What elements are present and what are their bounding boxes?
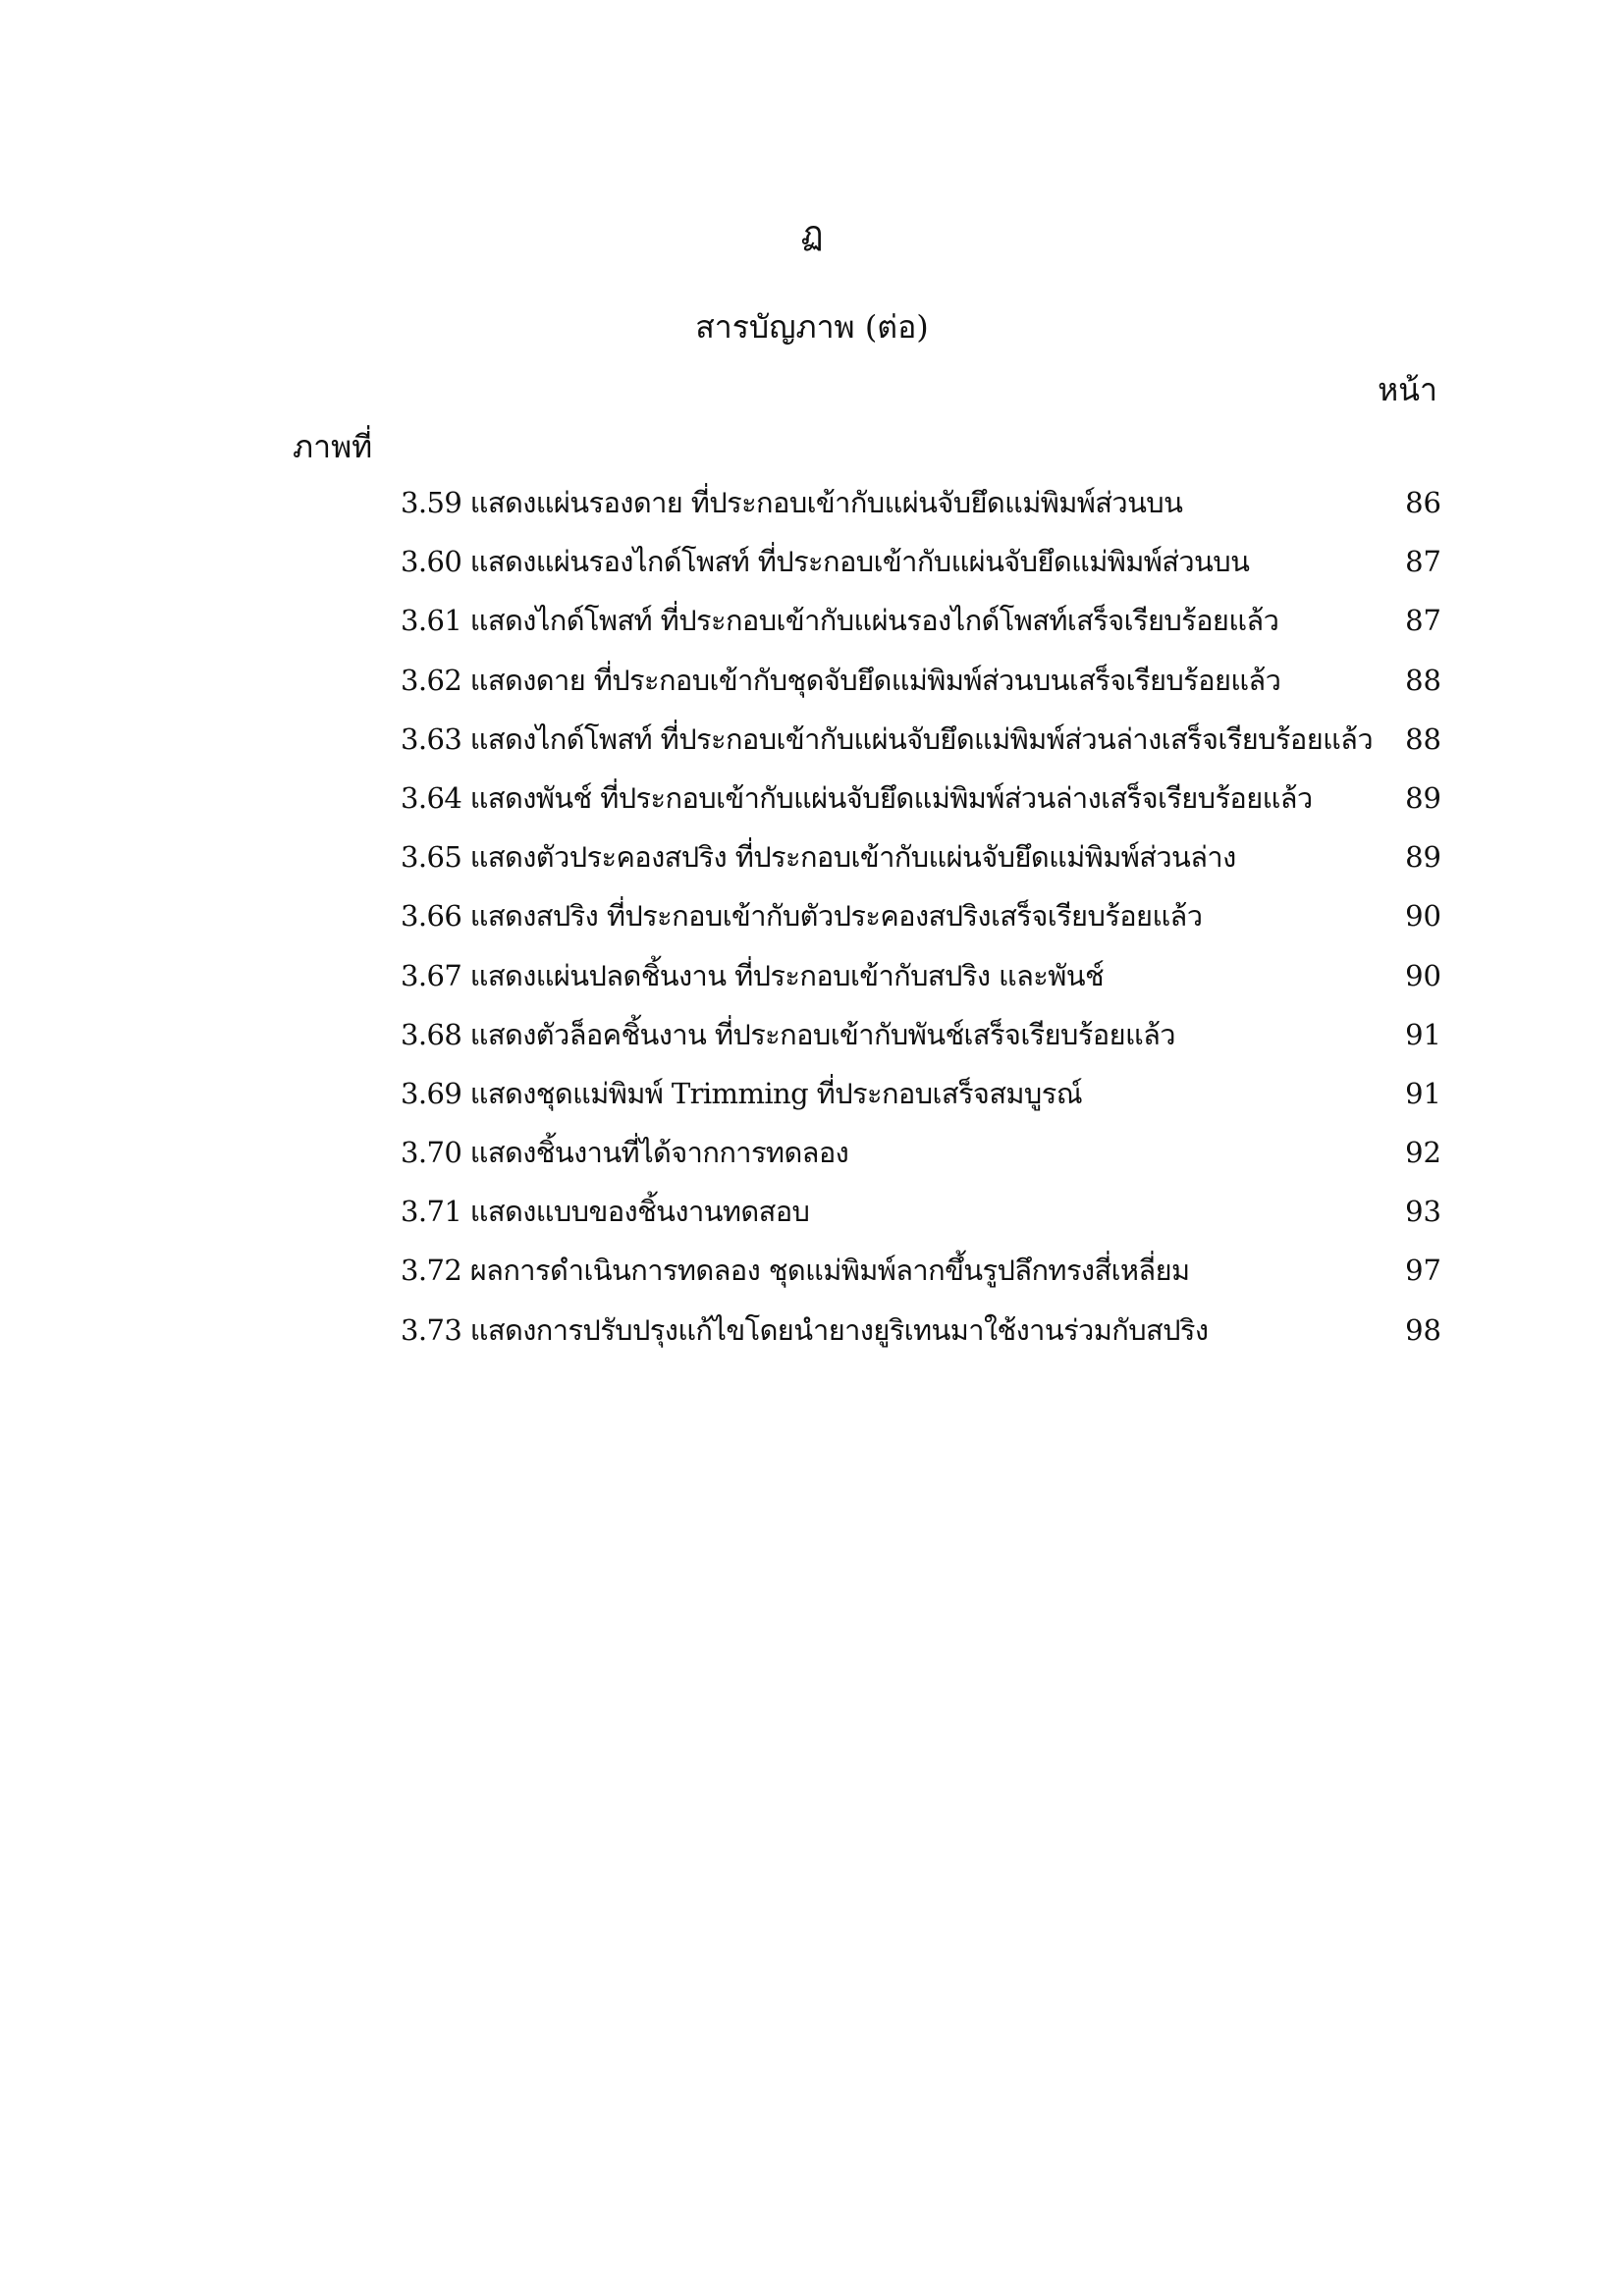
entry-page-number: 90: [1405, 899, 1441, 934]
page-number: ฏ: [800, 214, 824, 253]
entry-page-number: 87: [1405, 545, 1441, 579]
list-item: [401, 483, 1441, 542]
entry-label: 3.71 แสดงแบบของชิ้นงานทดสอบ: [401, 1195, 810, 1229]
list-item: [401, 720, 1441, 778]
entry-label: 3.72 ผลการดำเนินการทดลอง ชุดแม่พิมพ์ลากขึ้นรูปลึกทรงสี่เหลี่ยม: [401, 1254, 1190, 1288]
list-item: [401, 1310, 1441, 1369]
entry-label: 3.63 แสดงไกด์โพสท์ ที่ประกอบเข้ากับแผ่นจับยึดแม่พิมพ์ส่วนล่างเสร็จเรียบร้อยแล้ว: [401, 721, 1374, 756]
figure-column-header: ภาพที่: [293, 428, 373, 465]
list-item: [401, 601, 1441, 660]
entry-label: 3.70 แสดงชิ้นงานที่ได้จากการทดลอง: [401, 1136, 849, 1170]
entry-page-number: 89: [1405, 840, 1441, 875]
entry-label: 3.66 แสดงสปริง ที่ประกอบเข้ากับตัวประคองสปริงเสร็จเรียบร้อยแล้ว: [401, 899, 1203, 934]
list-item: [401, 542, 1441, 601]
entry-page-number: 87: [1405, 604, 1441, 638]
list-item: [401, 837, 1441, 896]
list-item: [401, 896, 1441, 955]
entry-label: 3.69 แสดงชุดแม่พิมพ์ Trimming ที่ประกอบเสร็จสมบูรณ์: [401, 1076, 1083, 1110]
entry-label: 3.60 แสดงแผ่นรองไกด์โพสท์ ที่ประกอบเข้ากับแผ่นจับยึดแม่พิมพ์ส่วนบน: [401, 545, 1250, 579]
figure-list: [401, 483, 1441, 1369]
entry-page-number: 86: [1405, 486, 1441, 519]
entry-page-number: 92: [1405, 1136, 1441, 1170]
page-column-header: หน้า: [1378, 371, 1437, 408]
entry-label: 3.67 แสดงแผ่นปลดชิ้นงาน ที่ประกอบเข้ากับสปริง และพันช์: [401, 958, 1105, 992]
list-item: [401, 1133, 1441, 1192]
entry-label: 3.68 แสดงตัวล็อคชิ้นงาน ที่ประกอบเข้ากับพันช์เสร็จเรียบร้อยแล้ว: [401, 1017, 1175, 1051]
entry-label: 3.62 แสดงดาย ที่ประกอบเข้ากับชุดจับยึดแม่พิมพ์ส่วนบนเสร็จเรียบร้อยแล้ว: [401, 663, 1281, 697]
entry-page-number: 93: [1405, 1195, 1441, 1229]
list-item: [401, 1192, 1441, 1251]
entry-page-number: 98: [1405, 1312, 1441, 1347]
entry-page-number: 89: [1405, 780, 1441, 815]
entry-page-number: 88: [1405, 663, 1441, 697]
entry-label: 3.61 แสดงไกด์โพสท์ ที่ประกอบเข้ากับแผ่นรองไกด์โพสท์เสร็จเรียบร้อยแล้ว: [401, 604, 1279, 638]
entry-page-number: 90: [1405, 958, 1441, 992]
entry-label: 3.59 แสดงแผ่นรองดาย ที่ประกอบเข้ากับแผ่นจับยึดแม่พิมพ์ส่วนบน: [401, 486, 1183, 519]
list-item: [401, 778, 1441, 837]
list-item: [401, 1015, 1441, 1074]
page-title: สารบัญภาพ (ต่อ): [695, 308, 929, 346]
entry-label: 3.65 แสดงตัวประคองสปริง ที่ประกอบเข้ากับแผ่นจับยึดแม่พิมพ์ส่วนล่าง: [401, 840, 1236, 875]
entry-page-number: 88: [1405, 721, 1441, 756]
list-item: [401, 956, 1441, 1015]
list-item: [401, 1074, 1441, 1133]
entry-page-number: 97: [1405, 1254, 1441, 1288]
list-item: [401, 1251, 1441, 1309]
entry-label: 3.64 แสดงพันช์ ที่ประกอบเข้ากับแผ่นจับยึดแม่พิมพ์ส่วนล่างเสร็จเรียบร้อยแล้ว: [401, 780, 1313, 815]
entry-page-number: 91: [1405, 1017, 1441, 1051]
entry-label: 3.73 แสดงการปรับปรุงแก้ไขโดยนำยางยูริเทนมาใช้งานร่วมกับสปริง: [401, 1312, 1209, 1347]
entry-page-number: 91: [1405, 1076, 1441, 1110]
list-item: [401, 661, 1441, 720]
